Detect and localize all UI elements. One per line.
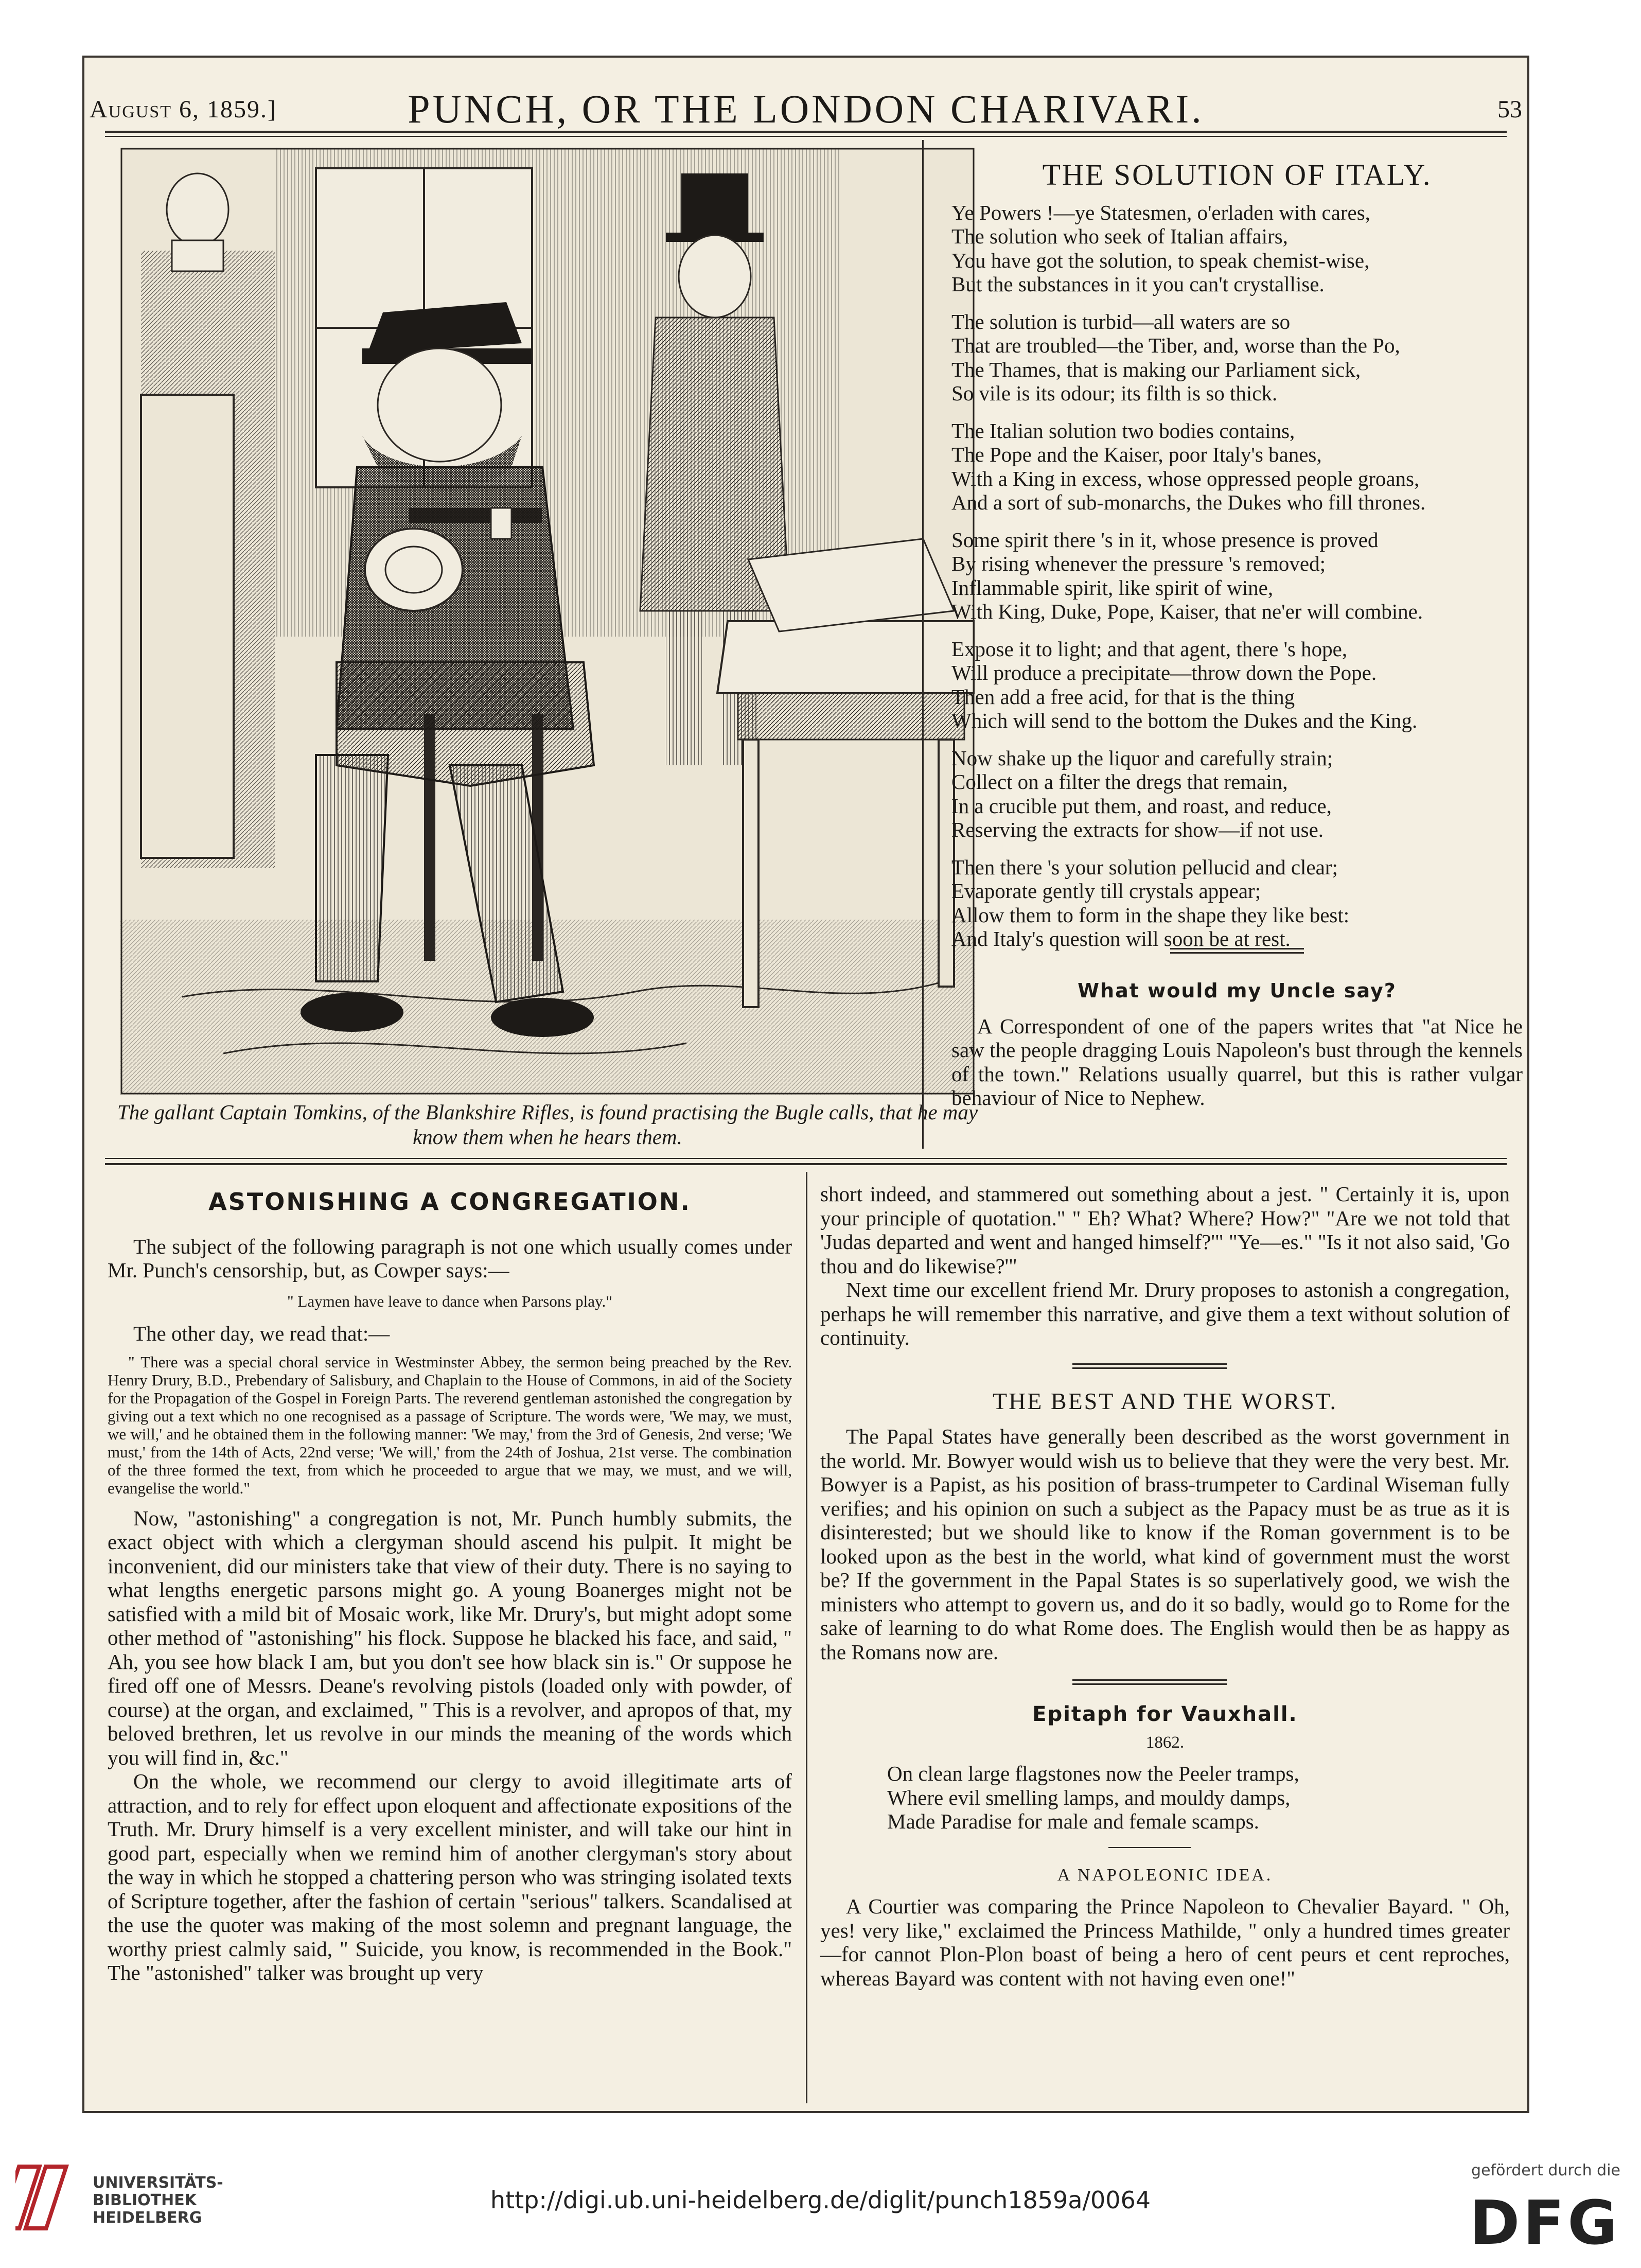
poem-line: Now shake up the liquor and carefully strain; (951, 746, 1333, 770)
poem-line: In a crucible put them, and roast, and reduce, (951, 794, 1332, 818)
section-rule (105, 1158, 1507, 1159)
napoleonic-body: A Courtier was comparing the Prince Napoleon to Chevalier Bayard. " Oh, yes! very like," exclaimed the Princess Mathilde, " only a hundred times greater—for cannot Plon-Plon boast of being a hero of cent peurs et cent reproches, whereas Bayard was content with not having even one!" (820, 1894, 1510, 1990)
epitaph-title: Epitaph for Vauxhall. (1032, 1702, 1298, 1726)
poem-stanza (951, 637, 1523, 733)
running-header (90, 86, 1522, 148)
funding-note: gefördert durch die (1471, 2161, 1620, 2179)
uncle-article (951, 979, 1523, 1110)
library-name: UNIVERSITÄTS- BIBLIOTHEK HEIDELBERG (93, 2174, 223, 2227)
header-rule (105, 131, 1507, 133)
astonishing-para2: On the whole, we recommend our clergy to avoid illegitimate arts of attraction, and to rely for effect upon eloquent and affectionate expositions of the Truth. Mr. Drury himself is a very excellent minister, and will take our hint in good part, especially when we remind him of another clergyman's story about the way in which he stopped a chattering person who was stringing isolated texts of Scripture together, after the fashion of certain "serious" talkers. Scandalised at the use the quoter was making of the most solemn and pregnant language, the worthy priest calmly said, " Suicide, you know, is recommended in the Book." The "astonished" talker was brought up very (108, 1769, 792, 1984)
lower-column-rule (806, 1172, 807, 2103)
poem-stanza (951, 528, 1523, 624)
poem-body (951, 201, 1523, 951)
poem-line: Expose it to light; and that agent, there 's hope, (951, 637, 1348, 661)
poem-line: And Italy's question will soon be at rest. (951, 927, 1291, 951)
poem-line: Inflammable spirit, like spirit of wine, (951, 575, 1274, 600)
header-rule-thin (105, 136, 1507, 137)
poem-line: Collect on a filter the dregs that remain, (951, 770, 1288, 794)
issue-date: August 6, 1859.] (90, 96, 277, 123)
poem-line: The solution who seek of Italian affairs, (951, 224, 1288, 248)
astonishing-para1: Now, "astonishing" a congregation is not, Mr. Punch humbly submits, the exact object with which a clergyman should ascend his pulpit. It might be inconvenient, did our ministers take that view of their duty. There is no saying to what lengths energetic parsons might go. A young Boanerges might not be satisfied with a mild bit of Mosaic work, like Mr. Drury's, but might adopt some other method of "astonishing" his flock. Suppose he blacked his face, and said, " Ah, you see how black I am, but you don't see how black sin is." Or suppose he fired off one of Messrs. Deane's revolving pistols (loaded only with powder, of course) at the organ, and exclaimed, " This is a revolver, and apropos of that, my beloved brethren, let us revolve in our minds the meaning of the words which you will find in, &c." (108, 1506, 792, 1769)
poem-stanza (951, 855, 1523, 951)
newspaper-page (82, 56, 1529, 2113)
poem-line: Some spirit there 's in it, whose presence is proved (951, 528, 1379, 552)
best-worst-rule (1072, 1363, 1227, 1369)
poem-stanza (951, 419, 1523, 515)
poem-line: Reserving the extracts for show—if not use. (951, 818, 1324, 841)
poem-line: Then add a free acid, for that is the thing (951, 684, 1295, 709)
uncle-body: A Correspondent of one of the papers writes that "at Nice he saw the people dragging Louis Napoleon's bust through the kennels of the town." Relations usually quarrel, but this is rather vulgar behaviour of Nice to Nephew. (951, 1014, 1523, 1110)
astonishing-para3: Next time our excellent friend Mr. Drury proposes to astonish a congregation, perhaps he will remember this narrative, and give them a text without solution of continuity. (820, 1278, 1510, 1349)
astonishing-title: ASTONISHING A CONGREGATION. (208, 1188, 691, 1216)
masthead-title: PUNCH, OR THE LONDON CHARIVARI. (408, 86, 1204, 131)
astonishing-epigraph: " Laymen have leave to dance when Parsons play." (287, 1292, 612, 1310)
poem-line: And a sort of sub-monarchs, the Dukes who fill thrones. (951, 490, 1426, 514)
poem-line: By rising whenever the pressure 's removed; (951, 552, 1326, 575)
poem-line: Which will send to the bottom the Dukes and the King. (951, 709, 1418, 732)
poem-line: Allow them to form in the shape they like best: (951, 903, 1350, 927)
cartoon-drawing (120, 148, 975, 1095)
poem-line: The Pope and the Kaiser, poor Italy's banes, (951, 443, 1322, 466)
poem-stanza (951, 310, 1523, 406)
poem-title: THE SOLUTION OF ITALY. (1042, 158, 1432, 191)
astonishing-article (108, 1190, 792, 1985)
poem-line: So vile is its odour; its filth is so thick. (951, 381, 1278, 405)
poem-line: But the substances in it you can't crystallise. (951, 272, 1325, 296)
right-lower-column (820, 1182, 1510, 1990)
astonishing-continuation: short indeed, and stammered out something about a jest. " Certainly it is, upon your principle of quotation." " Eh? What? Where? How?" "Are we not told that 'Judas departed and went and hanged himself?'" "Ye—es." "Is it not also said, 'Go thou and do likewise?'" (820, 1182, 1510, 1278)
poem-line: The solution is turbid—all waters are so (951, 309, 1291, 333)
poem-line: Will produce a precipitate—throw down the Pope. (951, 661, 1377, 684)
permalink-url[interactable]: http://digi.ub.uni-heidelberg.de/diglit/punch1859a/0064 (490, 2186, 1151, 2214)
digitization-footer (0, 2146, 1641, 2268)
poem-stanza (951, 201, 1523, 296)
astonishing-intro: The subject of the following paragraph is not one which usually comes under Mr. Punch's censorship, but, as Cowper says:— (108, 1234, 792, 1282)
cartoon-illustration (120, 148, 975, 1095)
epitaph-lines (887, 1762, 1510, 1834)
poem-stanza (951, 746, 1523, 842)
epitaph-line: Where evil smelling lamps, and mouldy damps, (887, 1785, 1291, 1809)
page-number: 53 (1497, 96, 1522, 123)
best-worst-title: THE BEST AND THE WORST. (992, 1387, 1337, 1414)
poem-end-rule (1170, 948, 1304, 954)
poem-line: Ye Powers !—ye Statesmen, o'erladen with cares, (951, 200, 1370, 224)
poem-line: You have got the solution, to speak chemist-wise, (951, 248, 1370, 272)
epitaph-year: 1862. (1145, 1733, 1185, 1752)
uncle-title: What would my Uncle say? (1078, 979, 1397, 1002)
poem-line: The Thames, that is making our Parliament sick, (951, 357, 1361, 381)
napoleonic-rule (1108, 1847, 1191, 1848)
poem-line: Then there 's your solution pellucid and clear; (951, 855, 1338, 879)
upper-column-rule (922, 140, 924, 1149)
best-worst-body: The Papal States have generally been described as the worst government in the world. Mr. Bowyer would wish us to believe that they were the very best. Mr. Bowyer is a Papist, as his position of brass-trumpeter to Cardinal Wiseman fully verifies; and his opinion on such a subject as the Papacy must be as true as it is disinterested; but we should like to know if the Roman government is to be looked upon as the best in the world, what kind of government must the worst be? If the government in the Papal States is so superlatively good, we wish the ministers who attempt to govern us, and do it so badly, would go to Rome for the sake of learning to do what Rome does. The English would then be as happy as the Romans now are. (820, 1425, 1510, 1664)
section-rule-heavy (105, 1163, 1507, 1165)
astonishing-quote: " There was a special choral service in Westminster Abbey, the sermon being preached by the Rev. Henry Drury, B.D., Prebendary of Salisbury, and Chaplain to the House of Commons, in aid of the Society for the Propagation of the Gospel in Foreign Parts. The reverend gentleman astonished the congregation by giving out a text which no one recognised as a passage of Scripture. The words were, 'We may, we must, we will,' and he obtained them in the following manner: 'We may,' from the 3rd of Genesis, 2nd verse; 'We must,' from the 14th of Acts, 22nd verse; 'We will,' from the 24th of Joshua, 21st verse. The combination of the three formed the text, from which he proceeded to argue that we may, we must, and we will, evangelise the world." (108, 1352, 792, 1497)
napoleonic-title: A NAPOLEONIC IDEA. (1057, 1865, 1273, 1885)
poem-line: With a King in excess, whose oppressed people groans, (951, 466, 1420, 490)
dfg-logo: DFG (1469, 2187, 1620, 2258)
astonishing-lead: The other day, we read that:— (133, 1322, 390, 1345)
poem-line: That are troubled—the Tiber, and, worse than the Po, (951, 333, 1400, 357)
poem-line: Evaporate gently till crystals appear; (951, 879, 1261, 903)
cartoon-caption: The gallant Captain Tomkins, of the Blankshire Rifles, is found practising the Bugle calls, that he may know them when he hears them. (117, 1100, 978, 1149)
epitaph-rule (1072, 1679, 1227, 1685)
epitaph-line: On clean large flagstones now the Peeler tramps, (887, 1762, 1299, 1785)
poem-column (951, 158, 1523, 964)
poem-line: With King, Duke, Pope, Kaiser, that ne'er will combine. (951, 600, 1423, 623)
poem-line: The Italian solution two bodies contains, (951, 418, 1295, 443)
epitaph-line: Made Paradise for male and female scamps. (887, 1809, 1259, 1833)
